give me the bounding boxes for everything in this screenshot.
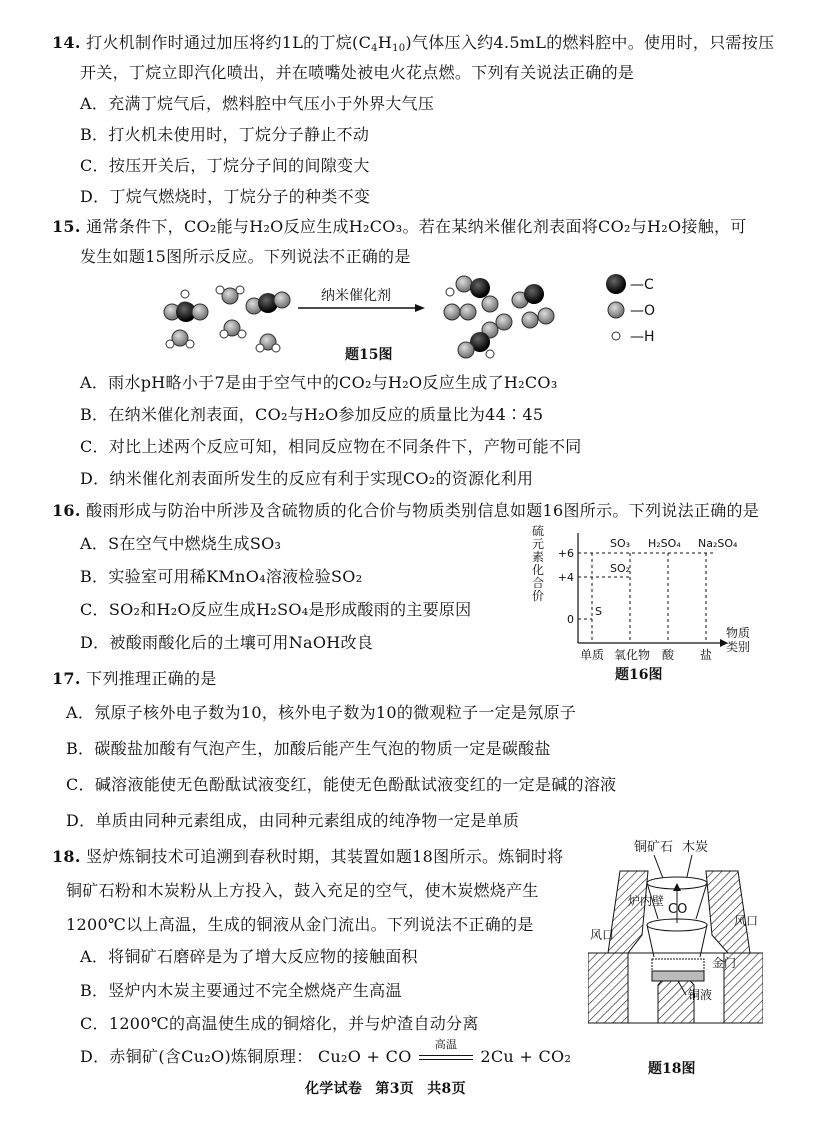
product-molecules <box>444 276 554 358</box>
figure-16-valence-chart <box>520 525 765 665</box>
q16-option-c: C．SO₂和H₂O反应生成H₂SO₄是形成酸雨的主要原因 <box>80 600 472 619</box>
q14-option-d: D．丁烷气燃烧时，丁烷分子的种类不变 <box>80 187 371 206</box>
svg-text:—C: —C <box>630 277 654 293</box>
q18-stem-line1: 18. 竖炉炼铜技术可追溯到春秋时期，其装置如题18图所示。炼铜时将 <box>52 847 564 866</box>
label-vent-right: 风口 <box>734 914 759 928</box>
q14-number: 14. <box>52 33 81 52</box>
svg-text:酸: 酸 <box>662 648 675 662</box>
point-s: S <box>595 605 602 618</box>
figure-16-caption: 题16图 <box>615 667 663 683</box>
footer-total: 共8页 <box>427 1081 466 1097</box>
label-gate: 金门 <box>712 956 737 970</box>
svg-text:氧化物: 氧化物 <box>614 648 651 662</box>
y-axis-label: 硫元素化合价 <box>532 525 545 603</box>
label-vent-left: 风口 <box>590 928 615 942</box>
q15-option-c: C．对比上述两个反应可知，相同反应物在不同条件下，产物可能不同 <box>80 437 582 456</box>
q18-stem-line2: 铜矿石粉和木炭粉从上方投入，鼓入充足的空气，使木炭燃烧产生 <box>66 881 539 900</box>
svg-text:—O: —O <box>630 303 656 319</box>
label-charcoal: 木炭 <box>682 840 709 855</box>
svg-text:类别: 类别 <box>726 640 751 654</box>
svg-text:盐: 盐 <box>700 648 713 662</box>
point-h2so4: H₂SO₄ <box>648 537 681 550</box>
q16-stem: 16. 酸雨形成与防治中所涉及含硫物质的化合价与物质类别信息如题16图所示。下列说法正确的是 <box>52 501 760 520</box>
svg-text:+4: +4 <box>557 571 574 584</box>
q15-stem-line1: 15. 通常条件下，CO₂能与H₂O反应生成H₂CO₃。若在某纳米催化剂表面将CO₂与H₂O接触，可 <box>52 217 747 236</box>
q18-option-b: B．竖炉内木炭主要通过不完全燃烧产生高温 <box>80 981 402 1000</box>
q14-option-b: B．打火机未使用时，丁烷分子静止不动 <box>80 125 370 144</box>
q14-option-c: C．按压开关后，丁烷分子间的间隙变大 <box>80 156 370 175</box>
q16-option-a: A．S在空气中燃烧生成SO₃ <box>80 534 282 553</box>
q16-number: 16. <box>52 501 81 520</box>
q17-number: 17. <box>52 669 81 688</box>
equation-left: Cu₂O + CO <box>317 1047 412 1066</box>
page-footer <box>305 1078 466 1100</box>
figure-15-caption: 题15图 <box>345 347 393 363</box>
q17-option-a: A．氖原子核外电子数为10，核外电子数为10的微观粒子一定是氖原子 <box>66 703 577 722</box>
label-ore: 铜矿石 <box>634 840 674 855</box>
q18-option-a: A．将铜矿石磨碎是为了增大反应物的接触面积 <box>80 947 418 966</box>
footer-page: 第3页 <box>375 1081 415 1097</box>
q15-option-b: B．在纳米催化剂表面，CO₂与H₂O参加反应的质量比为44∶45 <box>80 405 544 424</box>
figure-18-caption: 题18图 <box>648 1061 696 1077</box>
q18-stem-line3: 1200℃以上高温，生成的铜液从金门流出。下列说法不正确的是 <box>66 915 534 934</box>
q17-option-d: D．单质由同种元素组成，由同种元素组成的纯净物一定是单质 <box>66 811 520 830</box>
q14-option-a: A．充满丁烷气后，燃料腔中气压小于外界大气压 <box>80 94 435 113</box>
figure-18-furnace-diagram <box>588 835 763 1060</box>
svg-text:—H: —H <box>630 329 655 345</box>
q17-option-b: B．碳酸盐加酸有气泡产生，加酸后能产生气泡的物质一定是碳酸盐 <box>66 739 551 758</box>
figure-15-reaction-diagram <box>150 270 710 370</box>
q18-option-c: C．1200℃的高温使生成的铜熔化，并与炉渣自动分离 <box>80 1014 479 1033</box>
q17-stem: 17. 下列推理正确的是 <box>52 669 217 688</box>
label-co: CO <box>668 902 688 917</box>
svg-text:+6: +6 <box>557 547 574 560</box>
figure-15-legend <box>606 274 655 345</box>
svg-text:0: 0 <box>567 613 574 626</box>
q16-option-d: D．被酸雨酸化后的土壤可用NaOH改良 <box>80 633 374 652</box>
point-so3: SO₃ <box>610 537 631 550</box>
footer-subject: 化学试卷 <box>305 1081 363 1097</box>
reactant-molecules <box>164 286 290 352</box>
label-furnace-wall: 炉内壁 <box>628 894 665 908</box>
point-na2so4: Na₂SO₄ <box>698 537 738 550</box>
q15-number: 15. <box>52 217 81 236</box>
equation-arrow: 高温 <box>417 1046 475 1068</box>
svg-text:单质: 单质 <box>580 648 605 662</box>
equation-right: 2Cu + CO₂ <box>480 1047 572 1066</box>
q18-option-d: D．赤铜矿(含Cu₂O)炼铜原理： Cu₂O + CO 高温 2Cu + CO₂ <box>80 1038 572 1066</box>
q18-number: 18. <box>52 847 81 866</box>
point-so2: SO₂ <box>610 562 631 575</box>
q16-option-b: B．实验室可用稀KMnO₄溶液检验SO₂ <box>80 567 363 586</box>
q15-option-d: D．纳米催化剂表面所发生的反应有利于实现CO₂的资源化利用 <box>80 469 534 488</box>
catalyst-label: 纳米催化剂 <box>321 288 391 304</box>
q14-stem-line1: 14. 打火机制作时通过加压将约1L的丁烷$(C_4H_{10})$气体压入约4.5mL的燃料腔中。使用时，只需按压 <box>52 33 775 54</box>
q15-option-a: A．雨水pH略小于7是由于空气中的CO₂与H₂O反应生成了H₂CO₃ <box>80 373 558 392</box>
svg-text:物质: 物质 <box>726 626 751 640</box>
q15-stem-line2: 发生如题15图所示反应。下列说法不正确的是 <box>80 247 411 266</box>
q17-option-c: C．碱溶液能使无色酚酞试液变红，能使无色酚酞试液变红的一定是碱的溶液 <box>66 775 617 794</box>
q14-stem-line2: 开关，丁烷立即汽化喷出，并在喷嘴处被电火花点燃。下列有关说法正确的是 <box>80 63 635 82</box>
label-copper-liquid: 铜液 <box>688 988 713 1002</box>
